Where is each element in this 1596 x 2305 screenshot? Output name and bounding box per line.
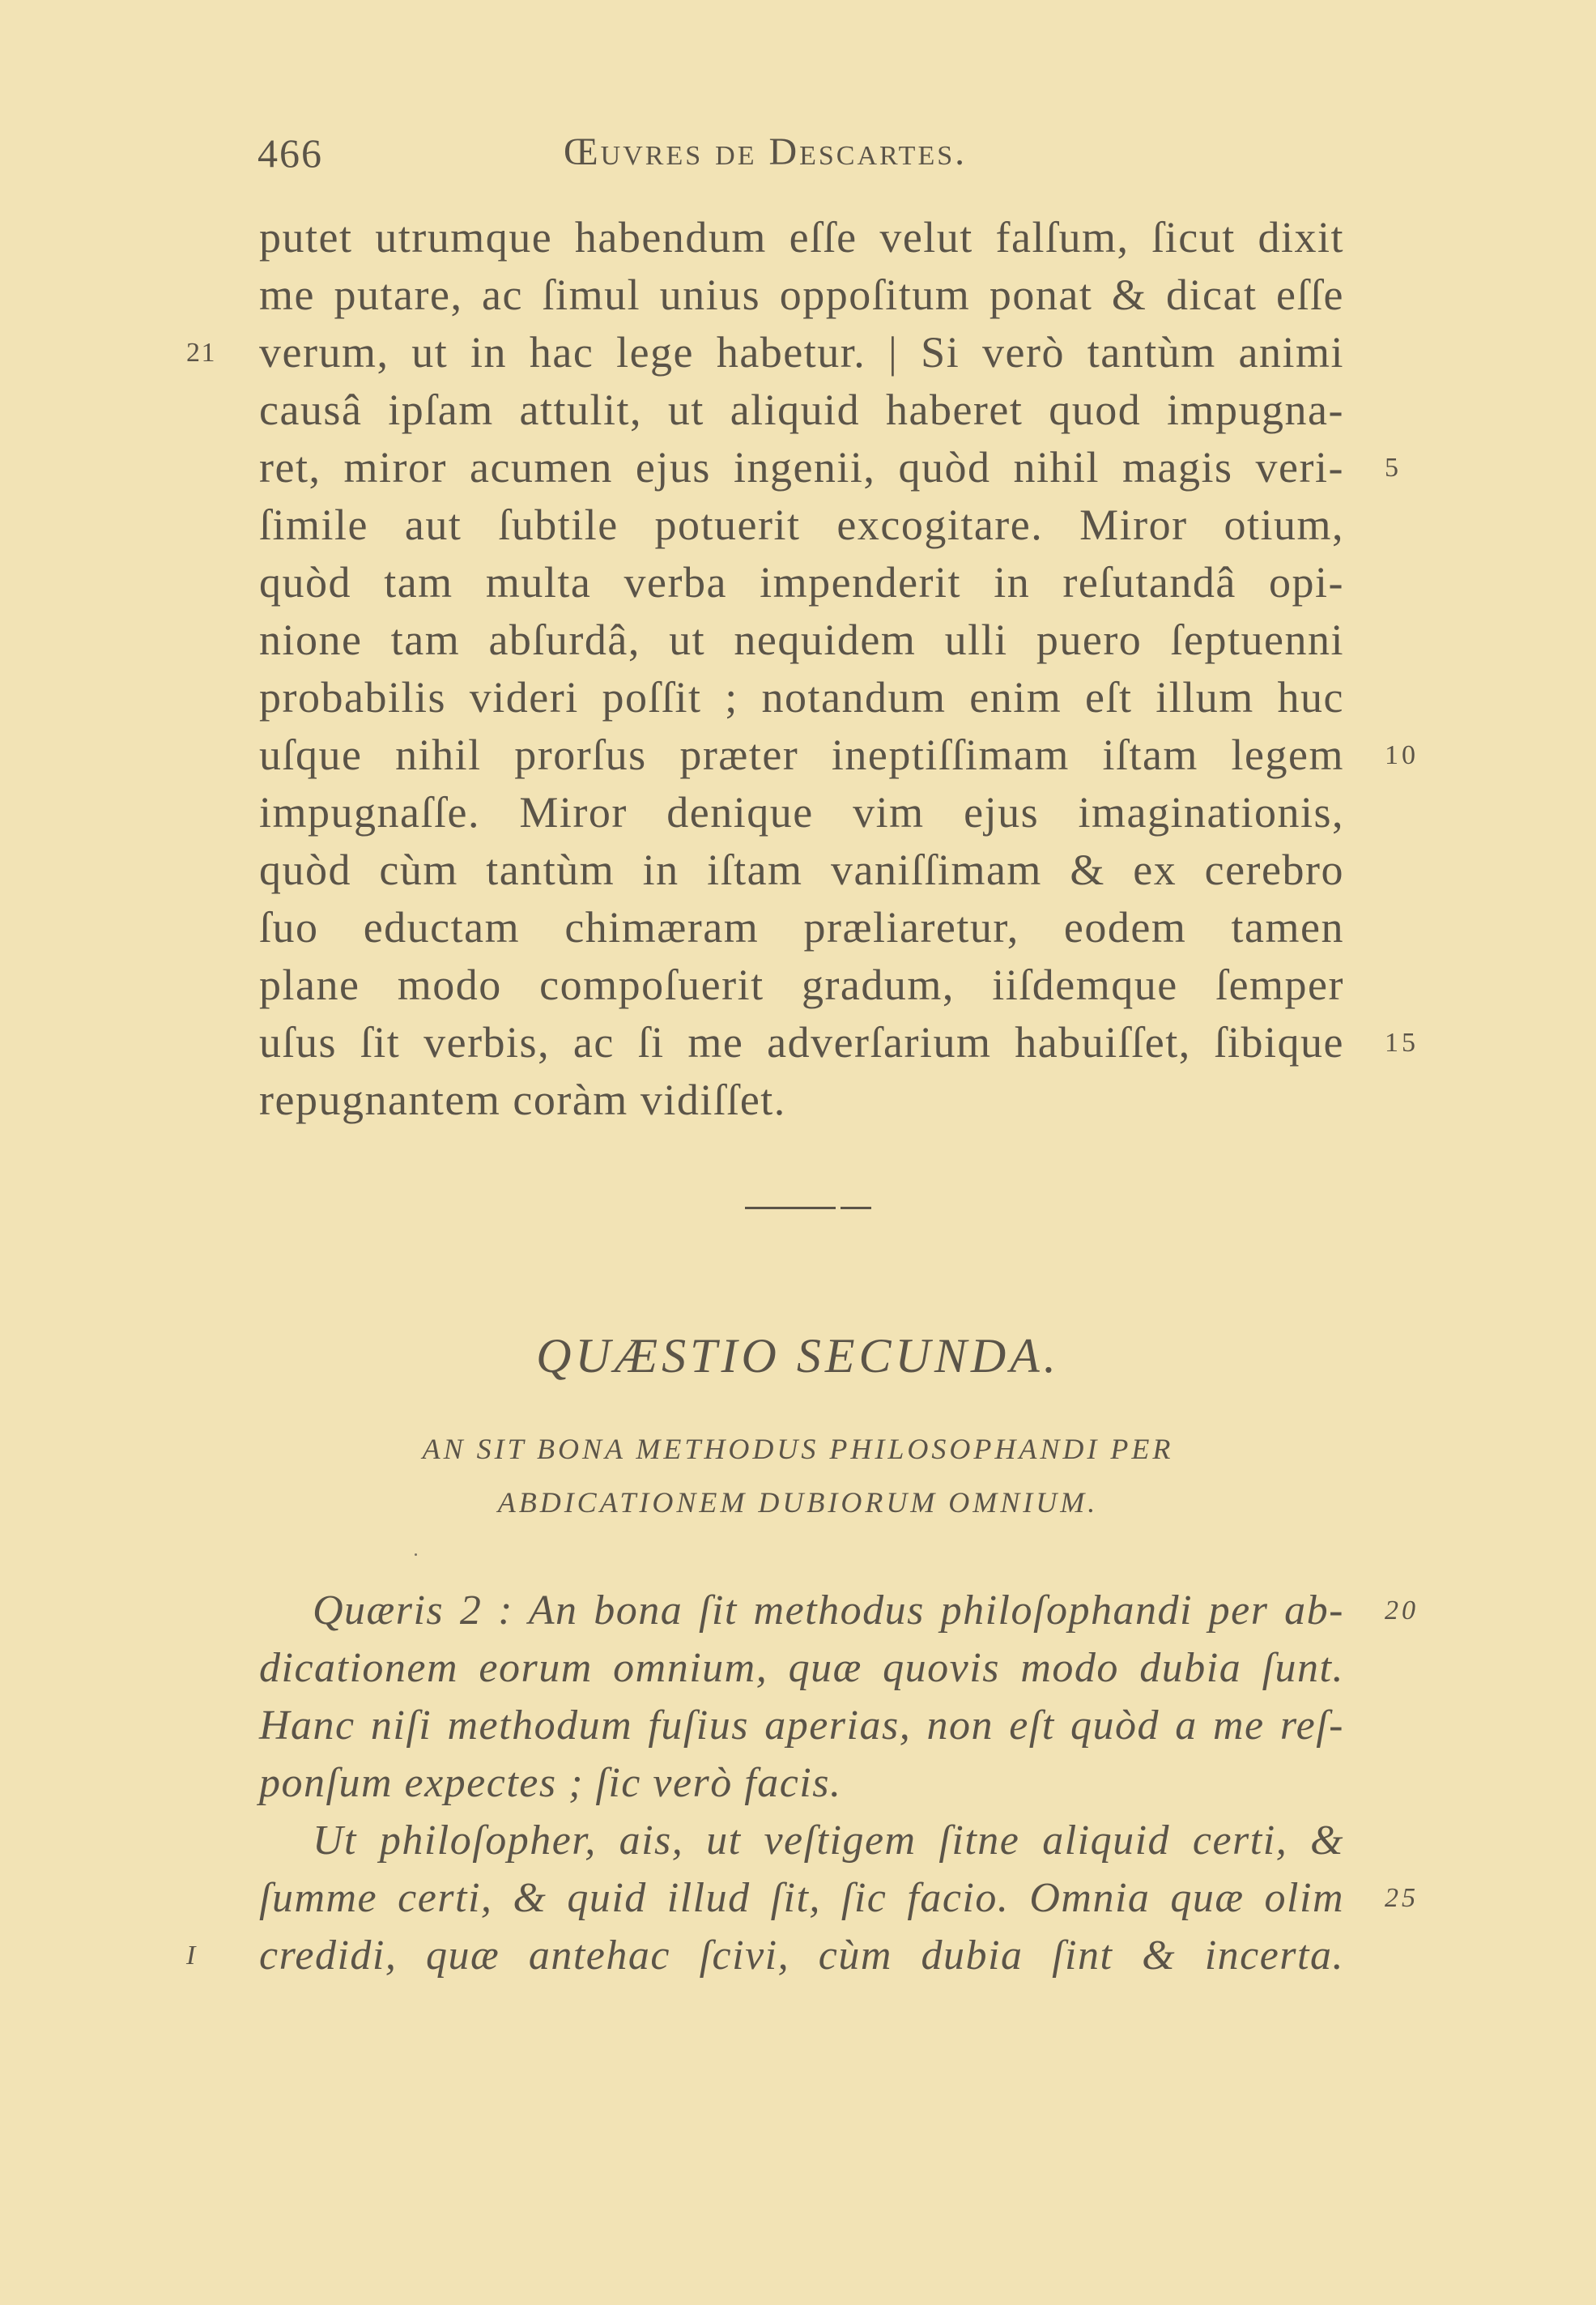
line-text: ponſum expectes ; ſic verò facis. <box>259 1760 842 1806</box>
line-text: ret, miror acumen ejus ingenii, quòd nihil magis veri- <box>259 443 1344 492</box>
line-text: Hanc niſi methodum fuſius aperias, non eſt quòd a me reſ- <box>259 1702 1344 1749</box>
original-page-marker: 21 <box>186 338 216 368</box>
line-number: 5 <box>1385 453 1402 483</box>
line-text: ſumme certi, & quid illud ſit, ſic facio. Omnia quæ olim <box>259 1875 1344 1921</box>
original-page-marker: I <box>186 1941 197 1971</box>
text-line <box>259 1869 1419 1927</box>
line-text: probabilis videri poſſit ; notandum enim eſt illum huc <box>259 673 1344 722</box>
text-line <box>259 1582 1419 1639</box>
text-line <box>259 899 1344 957</box>
line-text: plane modo compoſuerit gradum, iiſdemque ſemper <box>259 961 1344 1009</box>
text-line <box>259 439 1402 496</box>
text-line <box>259 381 1344 439</box>
ink-speck <box>415 1553 417 1556</box>
text-line <box>259 1014 1419 1072</box>
line-text: Quæris 2 : An bona ſit methodus philoſophandi per ab- <box>313 1587 1344 1634</box>
line-number: 10 <box>1385 740 1419 770</box>
section-subtitle-line-2: ABDICATIONEM DUBIORUM OMNIUM. <box>497 1486 1099 1519</box>
text-line <box>186 324 1344 381</box>
line-text: impugnaſſe. Miror denique vim ejus imaginationis, <box>259 788 1344 837</box>
line-text: causâ ipſam attulit, ut aliquid haberet quod impugna- <box>259 386 1344 434</box>
text-line <box>259 841 1344 899</box>
text-line <box>259 554 1344 611</box>
text-line <box>259 266 1344 324</box>
line-text: Ut philoſopher, ais, ut veſtigem ſitne aliquid certi, & <box>313 1817 1344 1864</box>
line-text: me putare, ac ſimul unius oppoſitum ponat & dicat eſſe <box>259 271 1344 319</box>
line-number: 25 <box>1385 1883 1419 1913</box>
section-separator-rule <box>745 1207 871 1210</box>
body-text-block-2 <box>186 1582 1419 1984</box>
rule-segment <box>745 1207 836 1209</box>
text-line <box>259 611 1344 669</box>
line-text: uſus ſit verbis, ac ſi me adverſarium habuiſſet, ſibique <box>259 1018 1344 1067</box>
text-line <box>259 1754 1344 1812</box>
text-line <box>259 957 1344 1014</box>
line-text: credidi, quæ antehac ſcivi, cùm dubia ſint & incerta. <box>259 1932 1344 1979</box>
page-header <box>257 130 1424 186</box>
line-number: 20 <box>1385 1596 1419 1625</box>
text-line <box>259 209 1344 266</box>
body-text-block-1 <box>186 209 1419 1129</box>
line-text: putet utrumque habendum eſſe velut falſum, ſicut dixit <box>259 213 1344 262</box>
text-line <box>259 1697 1344 1754</box>
section-subtitle-line-1: AN SIT BONA METHODUS PHILOSOPHANDI PER <box>422 1433 1174 1465</box>
line-number: 15 <box>1385 1028 1419 1058</box>
line-text: ſimile aut ſubtile potuerit excogitare. Miror otium, <box>259 501 1344 549</box>
line-text: uſque nihil prorſus præter ineptiſſimam iſtam legem <box>259 731 1344 779</box>
text-line <box>259 1639 1344 1697</box>
line-text: verum, ut in hac lege habetur. | Si verò tantùm animi <box>259 328 1344 377</box>
line-text: dicationem eorum omnium, quæ quovis modo dubia ſunt. <box>259 1645 1344 1691</box>
rule-segment <box>841 1207 871 1209</box>
section-title: QUÆSTIO SECUNDA. <box>536 1329 1060 1383</box>
running-title: Œuvres de Descartes. <box>564 130 968 173</box>
text-line <box>259 669 1344 726</box>
text-line <box>259 1812 1344 1869</box>
page-number: 466 <box>257 130 323 176</box>
text-line <box>259 1072 1344 1129</box>
line-text: repugnantem coràm vidiſſet. <box>259 1076 786 1124</box>
line-text: ſuo eductam chimæram præliaretur, eodem tamen <box>259 903 1344 952</box>
text-line <box>259 496 1344 554</box>
text-line <box>186 1927 1344 1984</box>
text-line <box>259 784 1344 841</box>
line-text: quòd cùm tantùm in iſtam vaniſſimam & ex cerebro <box>259 846 1344 894</box>
line-text: quòd tam multa verba impenderit in reſutandâ opi- <box>259 558 1344 607</box>
line-text: nione tam abſurdâ, ut nequidem ulli puero ſeptuenni <box>259 616 1344 664</box>
text-line <box>259 726 1419 784</box>
